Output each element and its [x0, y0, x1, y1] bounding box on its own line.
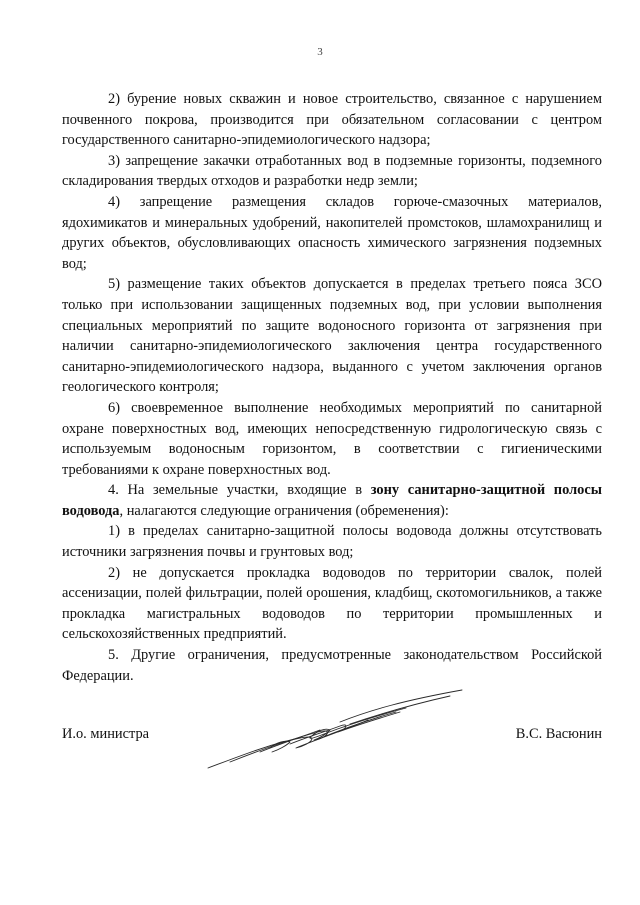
- signatory-name: В.С. Васюнин: [515, 726, 602, 742]
- page-number: 3: [317, 46, 323, 58]
- paragraph-item-6: 6) своевременное выполнение необходимых мероприятий по санитарной охране поверхностных вод, имеющих непосредственную гидрологическую связь с используемым водоносным горизонтом, в соответствии с гигиеническими требованиями к охране поверхностных вод.: [62, 399, 602, 478]
- paragraph-subitem-2: 2) не допускается прокладка водоводов по территории свалок, полей ассенизации, полей фильтрации, полей орошения, кладбищ, скотомогильников, а также прокладка магистральных водоводов по территории промышленных и сельскохозяйственных предприятий.: [62, 564, 602, 643]
- section-4-bold-term: зону санитарно-защитной полосы водовода: [62, 482, 602, 519]
- paragraph-item-5: 5) размещение таких объектов допускается в пределах третьего пояса ЗСО только при использовании защищенных подземных вод, при условии выполнения специальных мероприятий по защите водоносного горизонта от загрязнения при наличии санитарно-эпидемиологического заключения центра государственного санитарно-эпидемиологического надзора, выданного с учетом заключения органов геологического контроля;: [62, 276, 602, 396]
- signature-block: [62, 726, 602, 748]
- section-4-prefix: 4. На земельные участки, входящие в: [108, 482, 371, 499]
- paragraph-item-2: 2) бурение новых скважин и новое строительство, связанное с нарушением почвенного покрова, производится при обязательном согласовании с центром государственного санитарно-эпидемиологического надзора;: [62, 91, 602, 149]
- paragraph-section-4: [62, 480, 602, 521]
- document-body: [62, 89, 602, 686]
- paragraph-item-4: 4) запрещение размещения складов горюче-смазочных материалов, ядохимикатов и минеральных удобрений, накопителей промстоков, шламохранилищ и других объектов, обусловливающих опасность химического загрязнения подземных вод;: [62, 193, 602, 272]
- section-4-suffix: , налагаются следующие ограничения (обременения):: [119, 502, 449, 519]
- paragraph-section-5: 5. Другие ограничения, предусмотренные законодательством Российской Федерации.: [62, 647, 602, 684]
- paragraph-subitem-1: 1) в пределах санитарно-защитной полосы водовода должны отсутствовать источники загрязнения почвы и грунтовых вод;: [62, 523, 602, 561]
- signatory-title: И.о. министра: [62, 726, 150, 742]
- paragraph-item-3: 3) запрещение закачки отработанных вод в подземные горизонты, подземного складирования твердых отходов и разработки недр земли;: [62, 152, 602, 190]
